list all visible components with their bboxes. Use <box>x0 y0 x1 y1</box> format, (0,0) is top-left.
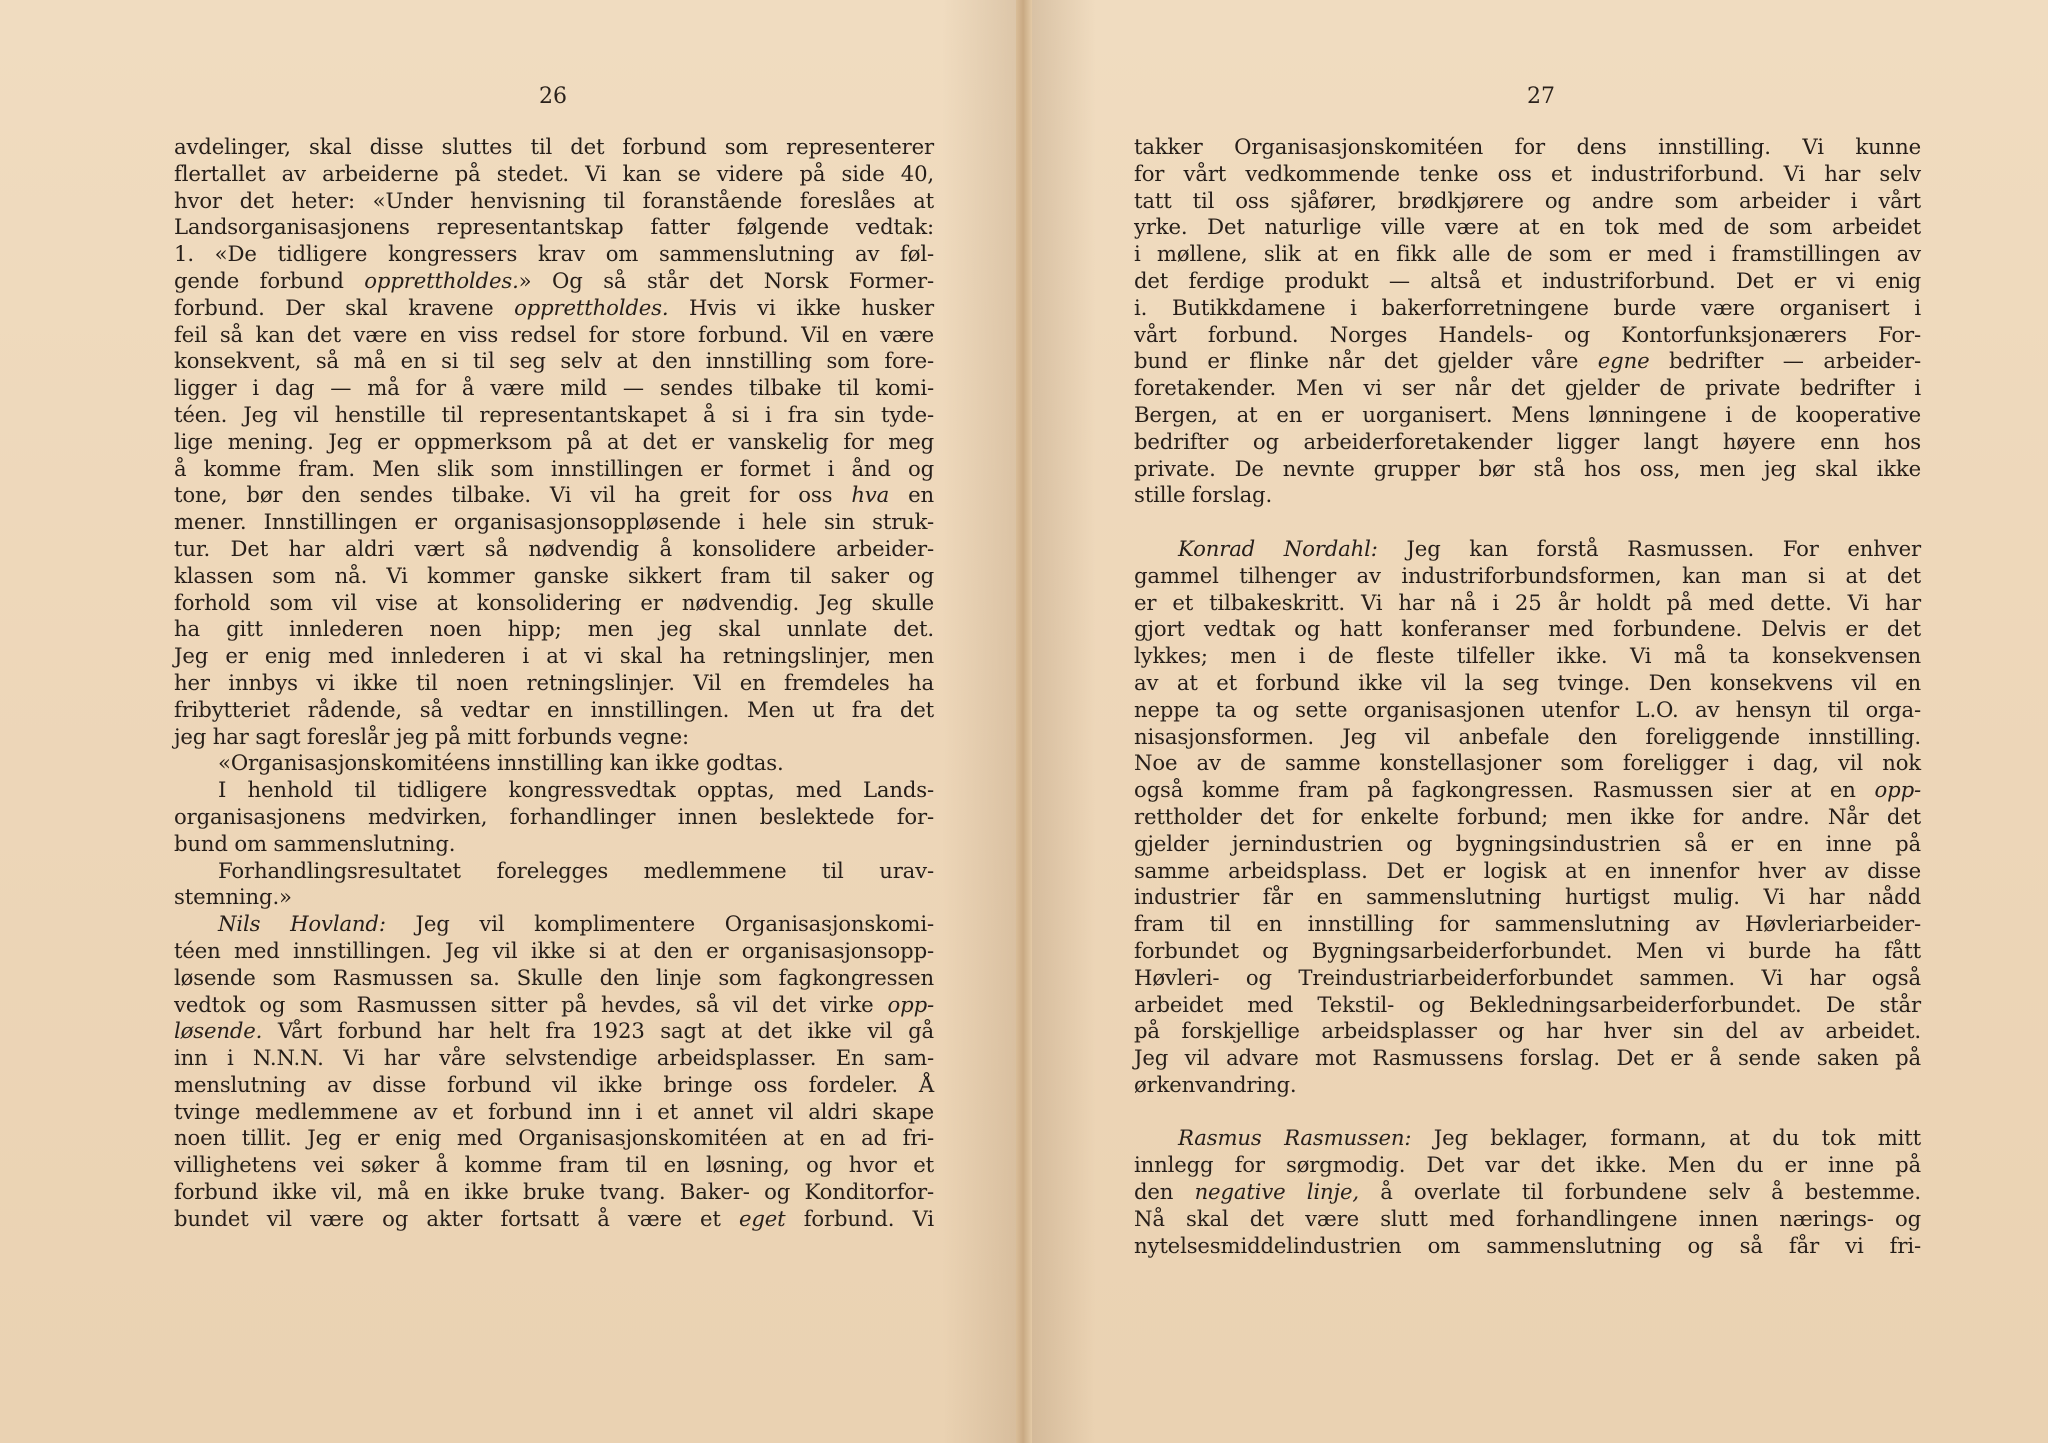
text-line: tatt til oss sjåfører, brødkjørere og andre som arbeider i vårt <box>1134 187 1921 213</box>
text-line: samme arbeidsplass. Det er logisk at en innenfor hver av disse <box>1134 857 1921 883</box>
text-line: gende forbund opprettholdes.» Og så står det Norsk Former- <box>174 267 934 293</box>
italic-phrase: Rasmus Rasmussen: <box>1178 1125 1412 1151</box>
italic-phrase: Nils Hovland: <box>218 911 386 937</box>
text-line: téen. Jeg vil henstille til representantskapet å si i fra sin tyde- <box>174 401 934 427</box>
left-page-body <box>174 134 934 1233</box>
text-line: bund er flinke når det gjelder våre egne bedrifter — arbeider- <box>1134 348 1921 374</box>
italic-phrase: Konrad Nordahl: <box>1178 535 1378 561</box>
text-line: fram til en innstilling for sammenslutning av Høvleriarbeider- <box>1134 911 1921 937</box>
text-line: takker Organisasjonskomitéen for dens innstilling. Vi kunne <box>1134 134 1921 159</box>
text-line: forbund ikke vil, må en ikke bruke tvang. Baker- og Konditorfor- <box>174 1179 934 1205</box>
italic-phrase: hva <box>851 482 890 508</box>
text-line: 1. «De tidligere kongressers krav om sammenslutning av føl- <box>174 241 934 267</box>
italic-phrase: opprettholdes. <box>514 294 669 320</box>
right-page-body <box>1134 134 1921 1259</box>
text-line: stille forslag. <box>1134 482 1273 508</box>
page-number-right: 27 <box>1527 84 1555 109</box>
text-line: er et tilbakeskritt. Vi har nå i 25 år holdt på med dette. Vi har <box>1134 589 1921 615</box>
text-line: villighetens vei søker å komme fram til en løsning, og hvor et <box>174 1152 934 1178</box>
text-line: på forskjellige arbeidsplasser og har hver sin del av arbeidet. <box>1134 1018 1921 1044</box>
text-line: gammel tilhenger av industriforbundsformen, kan man si at det <box>1134 562 1921 588</box>
text-line: forbund. Der skal kravene opprettholdes. Hvis vi ikke husker <box>174 294 934 320</box>
text-line: arbeidet med Tekstil- og Bekledningsarbeiderforbundet. De står <box>1134 991 1921 1017</box>
text-line: av at et forbund ikke vil la seg tvinge. Den konsekvens vil en <box>1134 669 1921 695</box>
text-line: yrke. Det naturlige ville være at en tok med de som arbeidet <box>1134 214 1921 240</box>
text-line: rettholder det for enkelte forbund; men ikke for andre. Når det <box>1134 803 1921 829</box>
text-line: neppe ta og sette organisasjonen utenfor L.O. av hensyn til orga- <box>1134 696 1921 722</box>
page-number-left: 26 <box>539 84 567 109</box>
text-line: her innbys vi ikke til noen retningslinjer. Vil en fremdeles ha <box>174 669 934 695</box>
text-line: Rasmus Rasmussen: Jeg beklager, formann, at du tok mitt <box>1178 1125 1921 1151</box>
text-line: lykkes; men i de fleste tilfeller ikke. Vi må ta konsekvensen <box>1134 643 1921 669</box>
text-line: Jeg er enig med innlederen i at vi skal ha retningslinjer, men <box>174 643 934 669</box>
text-line: i. Butikkdamene i bakerforretningene burde være organisert i <box>1134 294 1921 320</box>
text-line: stemning.» <box>174 884 292 910</box>
text-line: organisasjonens medvirken, forhandlinger innen beslektede for- <box>174 803 934 829</box>
text-line: å komme fram. Men slik som innstillingen er formet i ånd og <box>174 455 934 481</box>
text-line: gjelder jernindustrien og bygningsindustrien så er en inne på <box>1134 830 1921 856</box>
text-line: konsekvent, så må en si til seg selv at den innstilling som fore- <box>174 348 934 374</box>
text-line: mener. Innstillingen er organisasjonsoppløsende i hele sin struk- <box>174 509 934 535</box>
italic-phrase: negative linje, <box>1194 1179 1359 1205</box>
italic-phrase: opp- <box>1874 777 1921 803</box>
text-line: innlegg for sørgmodig. Det var det ikke. Men du er inne på <box>1134 1152 1921 1178</box>
text-line: klassen som nå. Vi kommer ganske sikkert fram til saker og <box>174 562 934 588</box>
text-line: téen med innstillingen. Jeg vil ikke si at den er organisasjonsopp- <box>174 937 934 963</box>
text-line <box>1134 1099 1921 1126</box>
text-line: jeg har sagt foreslår jeg på mitt forbunds vegne: <box>174 723 690 749</box>
book-gutter <box>1016 0 1032 1443</box>
text-line: avdelinger, skal disse sluttes til det forbund som representerer <box>174 134 934 159</box>
text-line: noen tillit. Jeg er enig med Organisasjonskomitéen at en ad fri- <box>174 1125 934 1151</box>
text-line: løsende. Vårt forbund har helt fra 1923 sagt at det ikke vil gå <box>174 1018 934 1044</box>
text-line: i møllene, slik at en fikk alle de som er med i framstillingen av <box>1134 241 1921 267</box>
text-line: ørkenvandring. <box>1134 1071 1297 1097</box>
right-page <box>1024 0 2048 1443</box>
text-line: vedtok og som Rasmussen sitter på hevdes, så vil det virke opp- <box>174 991 934 1017</box>
text-line: også komme fram på fagkongressen. Rasmussen sier at en opp- <box>1134 777 1921 803</box>
text-line: bedrifter og arbeiderforetakender ligger langt høyere enn hos <box>1134 428 1921 454</box>
italic-phrase: løsende. <box>174 1018 263 1044</box>
text-line: flertallet av arbeiderne på stedet. Vi kan se videre på side 40, <box>174 160 934 186</box>
text-line: Jeg vil advare mot Rasmussens forslag. Det er å sende saken på <box>1134 1045 1921 1071</box>
text-line: hvor det heter: «Under henvisning til foranstående foreslåes at <box>174 187 934 213</box>
text-line: vårt forbund. Norges Handels- og Kontorfunksjonærers For- <box>1134 321 1921 347</box>
text-line: tur. Det har aldri vært så nødvendig å konsolidere arbeider- <box>174 535 934 561</box>
text-line: Bergen, at en er uorganisert. Mens lønningene i de kooperative <box>1134 401 1921 427</box>
text-line: menslutning av disse forbund vil ikke bringe oss fordeler. Å <box>174 1071 934 1097</box>
text-line: forbundet og Bygningsarbeiderforbundet. Men vi burde ha fått <box>1134 937 1921 963</box>
text-line: løsende som Rasmussen sa. Skulle den linje som fagkongressen <box>174 964 934 990</box>
text-line: fribytteriet rådende, så vedtar en innstillingen. Men ut fra det <box>174 696 934 722</box>
text-line: Nå skal det være slutt med forhandlingene innen nærings- og <box>1134 1205 1921 1231</box>
text-line: ha gitt innlederen noen hipp; men jeg skal unnlate det. <box>174 616 934 642</box>
text-line: den negative linje, å overlate til forbundene selv å bestemme. <box>1134 1179 1921 1205</box>
text-line: private. De nevnte grupper bør stå hos oss, men jeg skal ikke <box>1134 455 1921 481</box>
italic-phrase: egne <box>1597 348 1650 374</box>
italic-phrase: eget <box>738 1205 786 1231</box>
italic-phrase: opprettholdes. <box>364 267 519 293</box>
italic-phrase: opp- <box>887 991 934 1017</box>
text-line: I henhold til tidligere kongressvedtak opptas, med Lands- <box>218 777 934 803</box>
text-line: foretakender. Men vi ser når det gjelder de private bedrifter i <box>1134 375 1921 401</box>
text-line: industrier får en sammenslutning hurtigst mulig. Vi har nådd <box>1134 884 1921 910</box>
text-line: nytelsesmiddelindustrien om sammenslutning og så får vi fri- <box>1134 1232 1921 1258</box>
text-line: gjort vedtak og hatt konferanser med forbundene. Delvis er det <box>1134 616 1921 642</box>
text-line: nisasjonsformen. Jeg vil anbefale den foreliggende innstilling. <box>1134 723 1921 749</box>
text-line: Forhandlingsresultatet forelegges medlemmene til urav- <box>218 857 934 883</box>
text-line: tvinge medlemmene av et forbund inn i et annet vil aldri skape <box>174 1098 934 1124</box>
text-line: «Organisasjonskomitéens innstilling kan ikke godtas. <box>218 750 784 776</box>
text-line <box>1134 509 1921 536</box>
text-line: for vårt vedkommende tenke oss et industriforbund. Vi har selv <box>1134 160 1921 186</box>
text-line: tone, bør den sendes tilbake. Vi vil ha greit for oss hva en <box>174 482 934 508</box>
text-line: Høvleri- og Treindustriarbeiderforbundet sammen. Vi har også <box>1134 964 1921 990</box>
text-line: forhold som vil vise at konsolidering er nødvendig. Jeg skulle <box>174 589 934 615</box>
text-line: inn i N.N.N. Vi har våre selvstendige arbeidsplasser. En sam- <box>174 1045 934 1071</box>
text-line: Landsorganisasjonens representantskap fatter følgende vedtak: <box>174 214 934 240</box>
text-line: det ferdige produkt — altså et industriforbund. Det er vi enig <box>1134 267 1921 293</box>
text-line: ligger i dag — må for å være mild — sendes tilbake til komi- <box>174 375 934 401</box>
text-line: bundet vil være og akter fortsatt å være et eget forbund. Vi <box>174 1205 934 1231</box>
text-line: Konrad Nordahl: Jeg kan forstå Rasmussen. For enhver <box>1178 535 1921 561</box>
text-line: feil så kan det være en viss redsel for store forbund. Vil en være <box>174 321 934 347</box>
text-line: lige mening. Jeg er oppmerksom på at det er vanskelig for meg <box>174 428 934 454</box>
text-line: Noe av de samme konstellasjoner som foreligger i dag, vil nok <box>1134 750 1921 776</box>
text-line: Nils Hovland: Jeg vil komplimentere Organisasjonskomi- <box>218 911 934 937</box>
text-line: bund om sammenslutning. <box>174 830 456 856</box>
